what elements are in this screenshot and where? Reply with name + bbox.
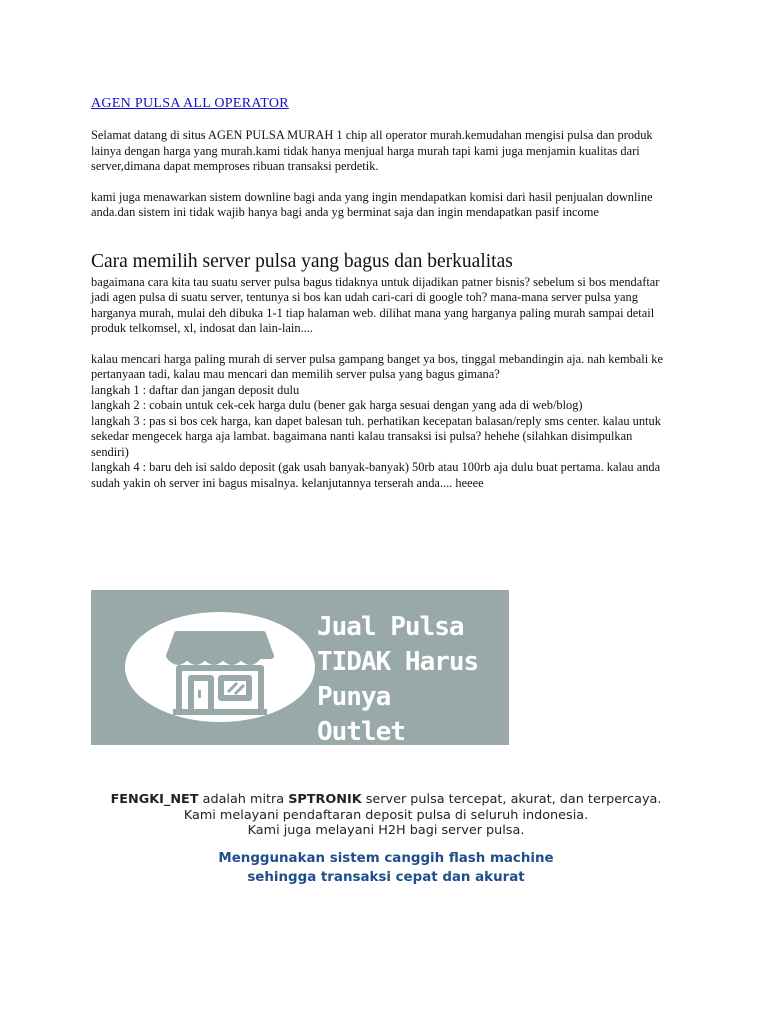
heading-link[interactable]: AGEN PULSA ALL OPERATOR (91, 96, 289, 111)
intro-paragraph-2: kami juga menawarkan sistem downline bagi anda yang ingin mendapatkan komisi dari hasil penjualan downline anda.dan sistem ini tidak wajib hanya bagi anda yg berminat saja dan ingin mendapatkan pasif income (91, 189, 653, 219)
shop-icon (125, 612, 315, 722)
intro-paragraph-1: Selamat datang di situs AGEN PULSA MURAH 1 chip all operator murah.kemudahan mengisi pulsa dan produk lainya dengan harga yang murah.kami tidak hanya menjual harga murah tapi kami juga menjamin kualitas dari server,dimana dapat memproses ribuan transaksi perdetik. (91, 128, 653, 173)
banner-line-2: TIDAK Harus (317, 647, 479, 677)
footer-line-2: Kami melayani pendaftaran deposit pulsa di seluruh indonesia. (183, 807, 589, 823)
partner-name: SPTRONIK (288, 792, 362, 807)
step-3: langkah 3 : pas si bos cek harga, kan dapet balesan tuh. perhatikan kecepatan balasan/reply sms center. kalau untuk sekedar mengecek harga aja lambat. bagaimana nanti kalau transaksi isi pulsa? hehehe (silahkan disimpulkan sendiri) (91, 413, 661, 459)
banner-line-1: Jual Pulsa (317, 612, 464, 642)
step-1: langkah 1 : daftar dan jangan deposit dulu (91, 382, 300, 397)
footer-section (91, 792, 681, 887)
brand-name: FENGKI_NET (110, 792, 199, 807)
footer-line-3: Kami juga melayani H2H bagi server pulsa. (247, 823, 525, 838)
highlight-line-2: sehingga transaksi cepat dan akurat (247, 869, 525, 885)
promo-banner (91, 590, 509, 745)
section-paragraph-1: bagaimana cara kita tau suatu server pulsa bagus tidaknya untuk dijadikan patner bisnis? sebelum si bos mendaftar jadi agen pulsa di suatu server, tentunya si bos kan udah cari-cari di google toh? mana-mana server pulsa yang harganya murah, mulai deh dibuka 1-1 tiap halaman web. dilihat mana yang harganya paling murah sampai detail produk telkomsel, xl, indosat dan lain-lain.... (91, 274, 660, 335)
step-4: langkah 4 : baru deh isi saldo deposit (gak usah banyak-banyak) 50rb atau 100rb aja dulu buat pertama. kalau anda sudah yakin oh server ini bagus misalnya. kelanjutannya terserah anda.... heeee (91, 460, 661, 490)
footer-highlight (91, 849, 681, 887)
document-body (91, 96, 671, 491)
footer-text-a: adalah mitra (198, 792, 289, 807)
banner-oval (125, 612, 315, 722)
banner-text (317, 610, 492, 750)
footer-line-1 (91, 792, 681, 808)
banner-line-3: Punya Outlet (317, 682, 405, 747)
section-heading: Cara memilih server pulsa yang bagus dan berkualitas (91, 250, 513, 272)
footer-text-b: server pulsa tercepat, akurat, dan terpercaya. (361, 792, 662, 807)
highlight-line-1: Menggunakan sistem canggih flash machine (218, 850, 554, 866)
step-2: langkah 2 : cobain untuk cek-cek harga dulu (bener gak harga sesuai dengan yang ada di web/blog) (91, 398, 583, 412)
section-paragraph-2: kalau mencari harga paling murah di server pulsa gampang banget ya bos, tinggal mebandingin aja. nah kembali ke pertanyaan tadi, kalau mau mencari dan memilih server pulsa yang bagus gimana? (91, 351, 663, 381)
